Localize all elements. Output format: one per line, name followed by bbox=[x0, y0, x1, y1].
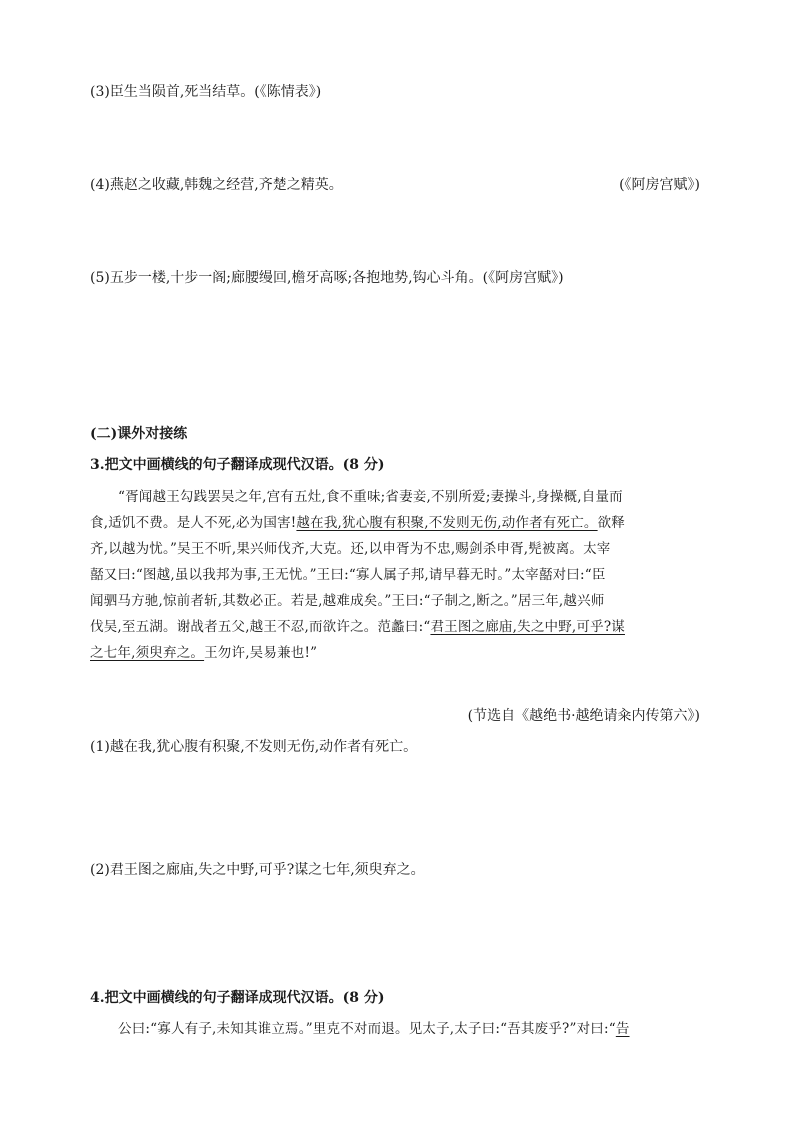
passage-text: 公曰:“寡人有子,未知其谁立焉。”里克不对而退。见太子,太子曰:“吾其废乎?”对曰:“ bbox=[118, 1021, 616, 1037]
underlined-sentence-start: 告 bbox=[615, 1021, 630, 1037]
passage-line: 嚭又曰:“图越,虽以我邦为事,王无忧。”王曰:“寡人属子邦,请早暮无时。”太宰嚭对曰:“臣 bbox=[90, 567, 606, 583]
question-3-sub-2: (2)君王图之廊庙,失之中野,可乎?谋之七年,须臾弃之。 bbox=[90, 862, 425, 878]
underlined-sentence-2-cont: 之七年,须臾弃之。 bbox=[90, 645, 205, 661]
item-5: (5)五步一楼,十步一阁;廊腰缦回,檐牙高啄;各抱地势,钩心斗角。(《阿房宫赋》) bbox=[90, 270, 564, 286]
passage-line: 齐,以越为忧。”吴王不听,果兴师伐齐,大克。还,以申胥为不忠,赐剑杀申胥,髡被离。太宰 bbox=[90, 541, 611, 557]
item-4-text: (4)燕赵之收藏,韩魏之经营,齐楚之精英。 bbox=[90, 177, 343, 193]
item-4-source: (《阿房宫赋》) bbox=[619, 177, 700, 193]
passage-line bbox=[90, 640, 704, 666]
passage-text: 伐吴,至五湖。谢战者五父,越王不忍,而欲许之。范蠡曰:“ bbox=[90, 619, 431, 635]
question-3-passage bbox=[90, 484, 704, 666]
question-3-source: (节选自《越绝书·越绝请籴内传第六》) bbox=[467, 708, 700, 724]
underlined-sentence-2: 君王图之廊庙,失之中野,可乎?谋 bbox=[430, 619, 625, 635]
question-4-passage bbox=[90, 1016, 704, 1042]
question-4-title: 4.把文中画横线的句子翻译成现代汉语。(8 分) bbox=[90, 990, 385, 1006]
question-3-title: 3.把文中画横线的句子翻译成现代汉语。(8 分) bbox=[90, 457, 385, 473]
question-3-sub-1: (1)越在我,犹心腹有积聚,不发则无伤,动作者有死亡。 bbox=[90, 739, 418, 755]
passage-line bbox=[90, 1016, 704, 1042]
passage-line bbox=[90, 510, 704, 536]
passage-line bbox=[90, 614, 704, 640]
section-title: (二)课外对接练 bbox=[90, 426, 188, 442]
underlined-sentence-1: 越在我,犹心腹有积聚,不发则无伤,动作者有死亡。 bbox=[296, 515, 598, 531]
item-3: (3)臣生当陨首,死当结草。(《陈情表》) bbox=[90, 84, 322, 100]
passage-line: 闻驷马方驰,惊前者斩,其数必正。若是,越难成矣。”王曰:“子制之,断之。”居三年,越兴师 bbox=[90, 593, 605, 609]
passage-text: 王勿许,吴易兼也!” bbox=[204, 645, 318, 661]
passage-line: “胥闻越王勾践罢吴之年,宫有五灶,食不重味;省妻妾,不别所爱;妻操斗,身操概,自量而 bbox=[118, 489, 623, 505]
passage-text: 食,适饥不费。是人不死,必为国害! bbox=[90, 515, 297, 531]
passage-text: 欲释 bbox=[597, 515, 626, 531]
